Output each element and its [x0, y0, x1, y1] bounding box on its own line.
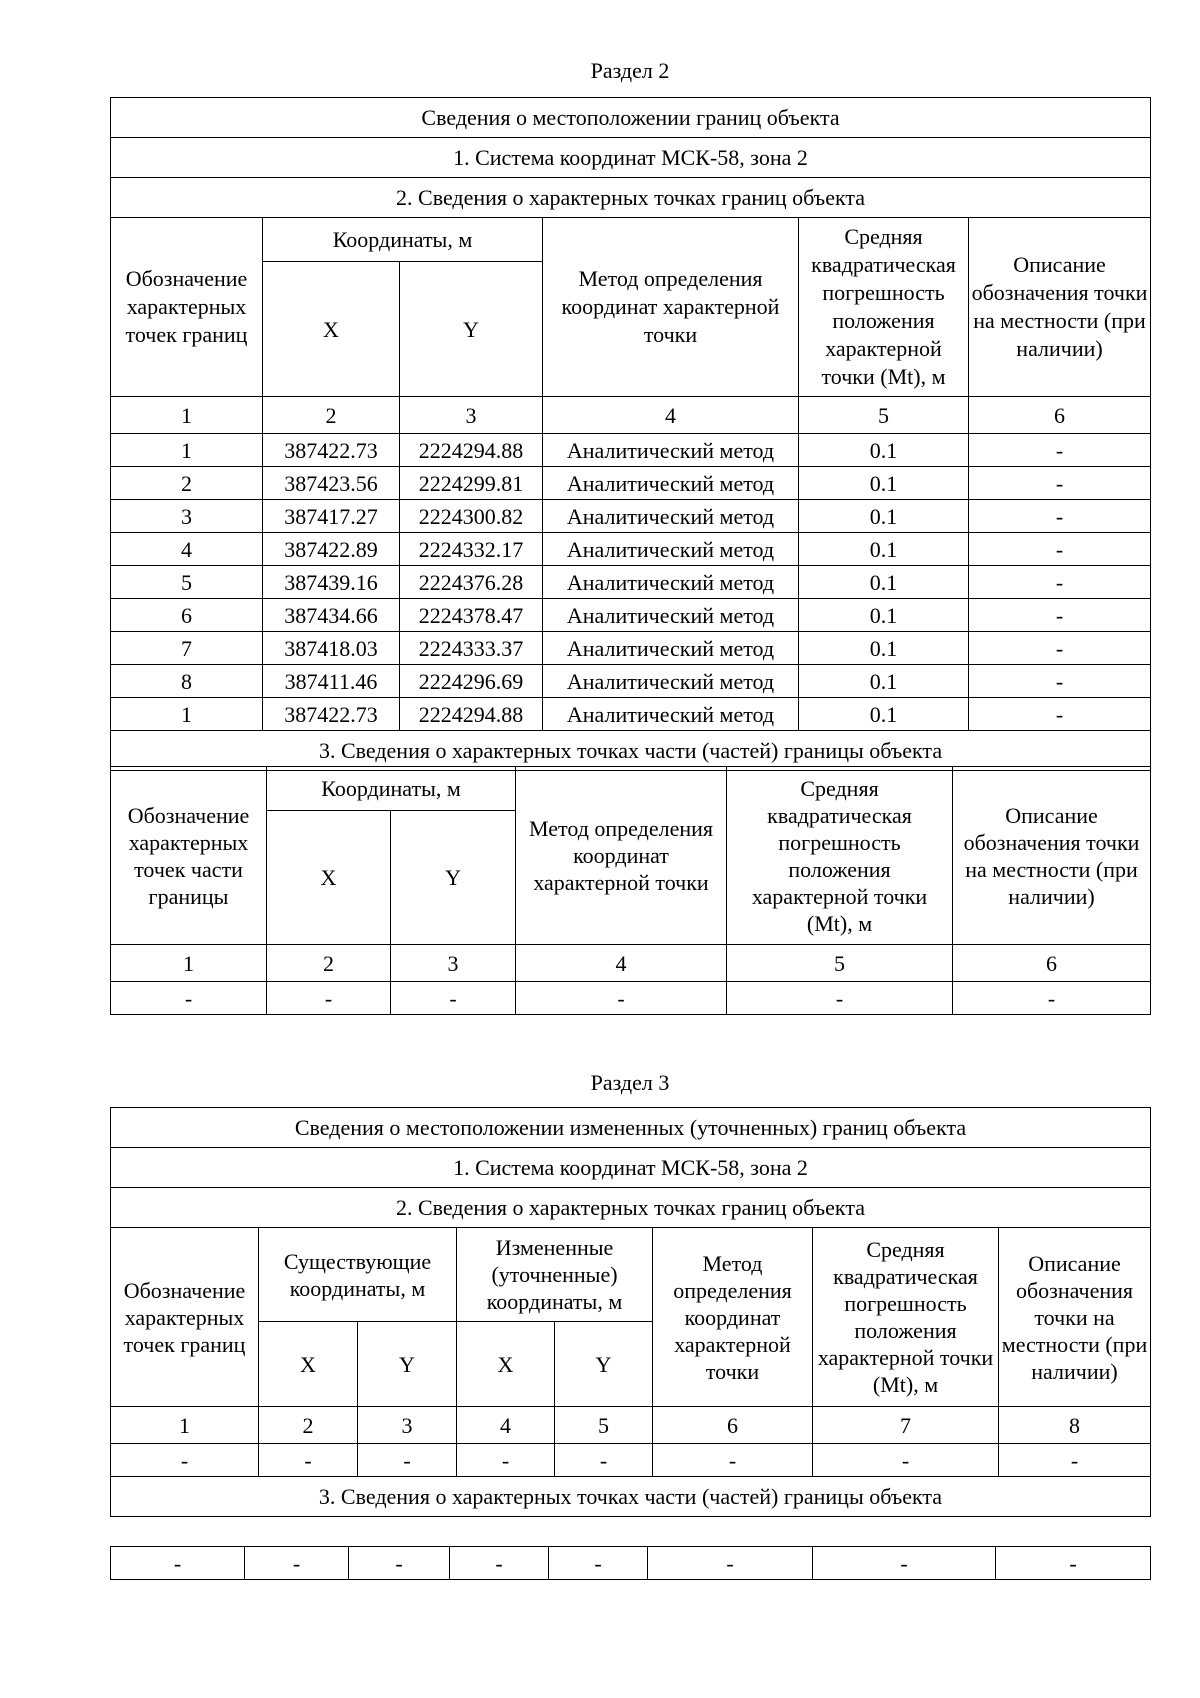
table-cell: -: [267, 982, 391, 1015]
coord-x: 387411.46: [263, 665, 400, 698]
error: 0.1: [799, 599, 969, 632]
column-number: 4: [543, 397, 799, 434]
point-number: 4: [111, 533, 263, 566]
s3-header-x-existing: X: [259, 1322, 358, 1407]
error: 0.1: [799, 533, 969, 566]
description: -: [969, 665, 1151, 698]
point-number: 1: [111, 698, 263, 731]
method: Аналитический метод: [543, 665, 799, 698]
section2-table-title: Сведения о местоположении границ объекта: [111, 98, 1151, 138]
coord-y: 2224332.17: [400, 533, 543, 566]
table-cell: -: [999, 1444, 1151, 1477]
method: Аналитический метод: [543, 467, 799, 500]
part-header-coordinates: Координаты, м: [267, 767, 516, 811]
coord-y: 2224378.47: [400, 599, 543, 632]
column-number: 4: [457, 1407, 555, 1444]
table-cell: -: [111, 982, 267, 1015]
coord-x: 387423.56: [263, 467, 400, 500]
s3-header-existing-coords: Существующие координаты, м: [259, 1228, 457, 1322]
table-cell: -: [457, 1444, 555, 1477]
section2-points-table: [110, 97, 1151, 771]
table-row: [111, 566, 1151, 599]
table-row: [111, 982, 1151, 1015]
s3-header-y-changed: Y: [555, 1322, 653, 1407]
table-row: [111, 1547, 1151, 1580]
part-header-method: Метод определения координат характерной точки: [516, 767, 727, 945]
column-number: 5: [555, 1407, 653, 1444]
column-number: 3: [400, 397, 543, 434]
column-number: 6: [969, 397, 1151, 434]
s3-header-point-designation: Обозначение характерных точек границ: [111, 1228, 259, 1407]
section2-part-points-table: [110, 766, 1151, 1015]
coord-y: 2224300.82: [400, 500, 543, 533]
error: 0.1: [799, 566, 969, 599]
part-header-y: Y: [391, 811, 516, 945]
description: -: [969, 467, 1151, 500]
table-row: [111, 1444, 1151, 1477]
section3-points-table: [110, 1107, 1151, 1517]
section3-subsection2-title: 2. Сведения о характерных точках границ объекта: [111, 1188, 1151, 1228]
table-cell: -: [111, 1444, 259, 1477]
point-number: 3: [111, 500, 263, 533]
section2-coord-system: 1. Система координат МСК-58, зона 2: [111, 138, 1151, 178]
table-cell: -: [727, 982, 953, 1015]
column-number: 1: [111, 945, 267, 982]
s3-header-x-changed: X: [457, 1322, 555, 1407]
table-cell: -: [953, 982, 1151, 1015]
coord-x: 387422.73: [263, 434, 400, 467]
header-x: X: [263, 262, 400, 397]
column-number: 1: [111, 1407, 259, 1444]
s3-header-error: Средняя квадратическая погрешность положения характерной точки (Mt), м: [813, 1228, 999, 1407]
coord-y: 2224376.28: [400, 566, 543, 599]
table-row: [111, 665, 1151, 698]
table-cell: -: [653, 1444, 813, 1477]
coord-x: 387417.27: [263, 500, 400, 533]
point-number: 2: [111, 467, 263, 500]
description: -: [969, 500, 1151, 533]
table-row: [111, 632, 1151, 665]
table-cell: -: [549, 1547, 648, 1580]
section2-subsection2-title: 2. Сведения о характерных точках границ объекта: [111, 178, 1151, 218]
table-row: [111, 434, 1151, 467]
method: Аналитический метод: [543, 566, 799, 599]
column-number: 3: [358, 1407, 457, 1444]
header-coordinates: Координаты, м: [263, 218, 543, 262]
column-number: 3: [391, 945, 516, 982]
coord-x: 387422.89: [263, 533, 400, 566]
method: Аналитический метод: [543, 698, 799, 731]
part-header-error: Средняя квадратическая погрешность положения характерной точки (Mt), м: [727, 767, 953, 945]
coord-x: 387422.73: [263, 698, 400, 731]
error: 0.1: [799, 500, 969, 533]
error: 0.1: [799, 665, 969, 698]
error: 0.1: [799, 467, 969, 500]
section3-coord-system: 1. Система координат МСК-58, зона 2: [111, 1148, 1151, 1188]
coord-x: 387439.16: [263, 566, 400, 599]
table-row: [111, 698, 1151, 731]
table-row: [111, 599, 1151, 632]
column-number: 1: [111, 397, 263, 434]
column-number: 4: [516, 945, 727, 982]
description: -: [969, 599, 1151, 632]
column-number: 5: [727, 945, 953, 982]
description: -: [969, 434, 1151, 467]
section3-title: Раздел 3: [590, 1070, 670, 1095]
table-cell: -: [245, 1547, 349, 1580]
table-cell: -: [813, 1547, 996, 1580]
header-y: Y: [400, 262, 543, 397]
table-cell: -: [450, 1547, 549, 1580]
coord-x: 387434.66: [263, 599, 400, 632]
error: 0.1: [799, 698, 969, 731]
column-number: 7: [813, 1407, 999, 1444]
section3-part-points-table: [110, 1546, 1151, 1580]
section2-title: Раздел 2: [590, 58, 670, 83]
table-cell: -: [516, 982, 727, 1015]
column-number: 2: [263, 397, 400, 434]
table-cell: -: [259, 1444, 358, 1477]
part-header-description: Описание обозначения точки на местности (при наличии): [953, 767, 1151, 945]
header-point-designation: Обозначение характерных точек границ: [111, 218, 263, 397]
table-row: [111, 500, 1151, 533]
coord-x: 387418.03: [263, 632, 400, 665]
s3-header-changed-coords: Измененные (уточненные) координаты, м: [457, 1228, 653, 1322]
coord-y: 2224333.37: [400, 632, 543, 665]
coord-y: 2224294.88: [400, 698, 543, 731]
description: -: [969, 533, 1151, 566]
s3-header-description: Описание обозначения точки на местности (при наличии): [999, 1228, 1151, 1407]
table-cell: -: [391, 982, 516, 1015]
method: Аналитический метод: [543, 500, 799, 533]
method: Аналитический метод: [543, 434, 799, 467]
part-header-x: X: [267, 811, 391, 945]
method: Аналитический метод: [543, 533, 799, 566]
s3-header-method: Метод определения координат характерной точки: [653, 1228, 813, 1407]
column-number: 2: [259, 1407, 358, 1444]
point-number: 6: [111, 599, 263, 632]
column-number: 2: [267, 945, 391, 982]
s3-header-y-existing: Y: [358, 1322, 457, 1407]
coord-y: 2224296.69: [400, 665, 543, 698]
table-row: [111, 533, 1151, 566]
table-row: [111, 467, 1151, 500]
point-number: 8: [111, 665, 263, 698]
point-number: 1: [111, 434, 263, 467]
section3-table-title: Сведения о местоположении измененных (уточненных) границ объекта: [111, 1108, 1151, 1148]
table-cell: -: [555, 1444, 653, 1477]
coord-y: 2224294.88: [400, 434, 543, 467]
description: -: [969, 632, 1151, 665]
column-number: 8: [999, 1407, 1151, 1444]
header-description: Описание обозначения точки на местности (при наличии): [969, 218, 1151, 397]
error: 0.1: [799, 434, 969, 467]
method: Аналитический метод: [543, 632, 799, 665]
part-header-point-designation: Обозначение характерных точек части границы: [111, 767, 267, 945]
description: -: [969, 566, 1151, 599]
point-number: 7: [111, 632, 263, 665]
method: Аналитический метод: [543, 599, 799, 632]
description: -: [969, 698, 1151, 731]
point-number: 5: [111, 566, 263, 599]
table-cell: -: [648, 1547, 813, 1580]
section2-subsection3-title: 3. Сведения о характерных точках части (частей) границы объекта: [111, 731, 1151, 771]
coord-y: 2224299.81: [400, 467, 543, 500]
column-number: 6: [653, 1407, 813, 1444]
table-cell: -: [349, 1547, 450, 1580]
column-number: 6: [953, 945, 1151, 982]
table-cell: -: [813, 1444, 999, 1477]
table-cell: -: [358, 1444, 457, 1477]
column-number: 5: [799, 397, 969, 434]
header-method: Метод определения координат характерной точки: [543, 218, 799, 397]
header-error: Средняя квадратическая погрешность положения характерной точки (Mt), м: [799, 218, 969, 397]
table-cell: -: [996, 1547, 1151, 1580]
section3-subsection3-title: 3. Сведения о характерных точках части (частей) границы объекта: [111, 1477, 1151, 1517]
table-cell: -: [111, 1547, 245, 1580]
error: 0.1: [799, 632, 969, 665]
